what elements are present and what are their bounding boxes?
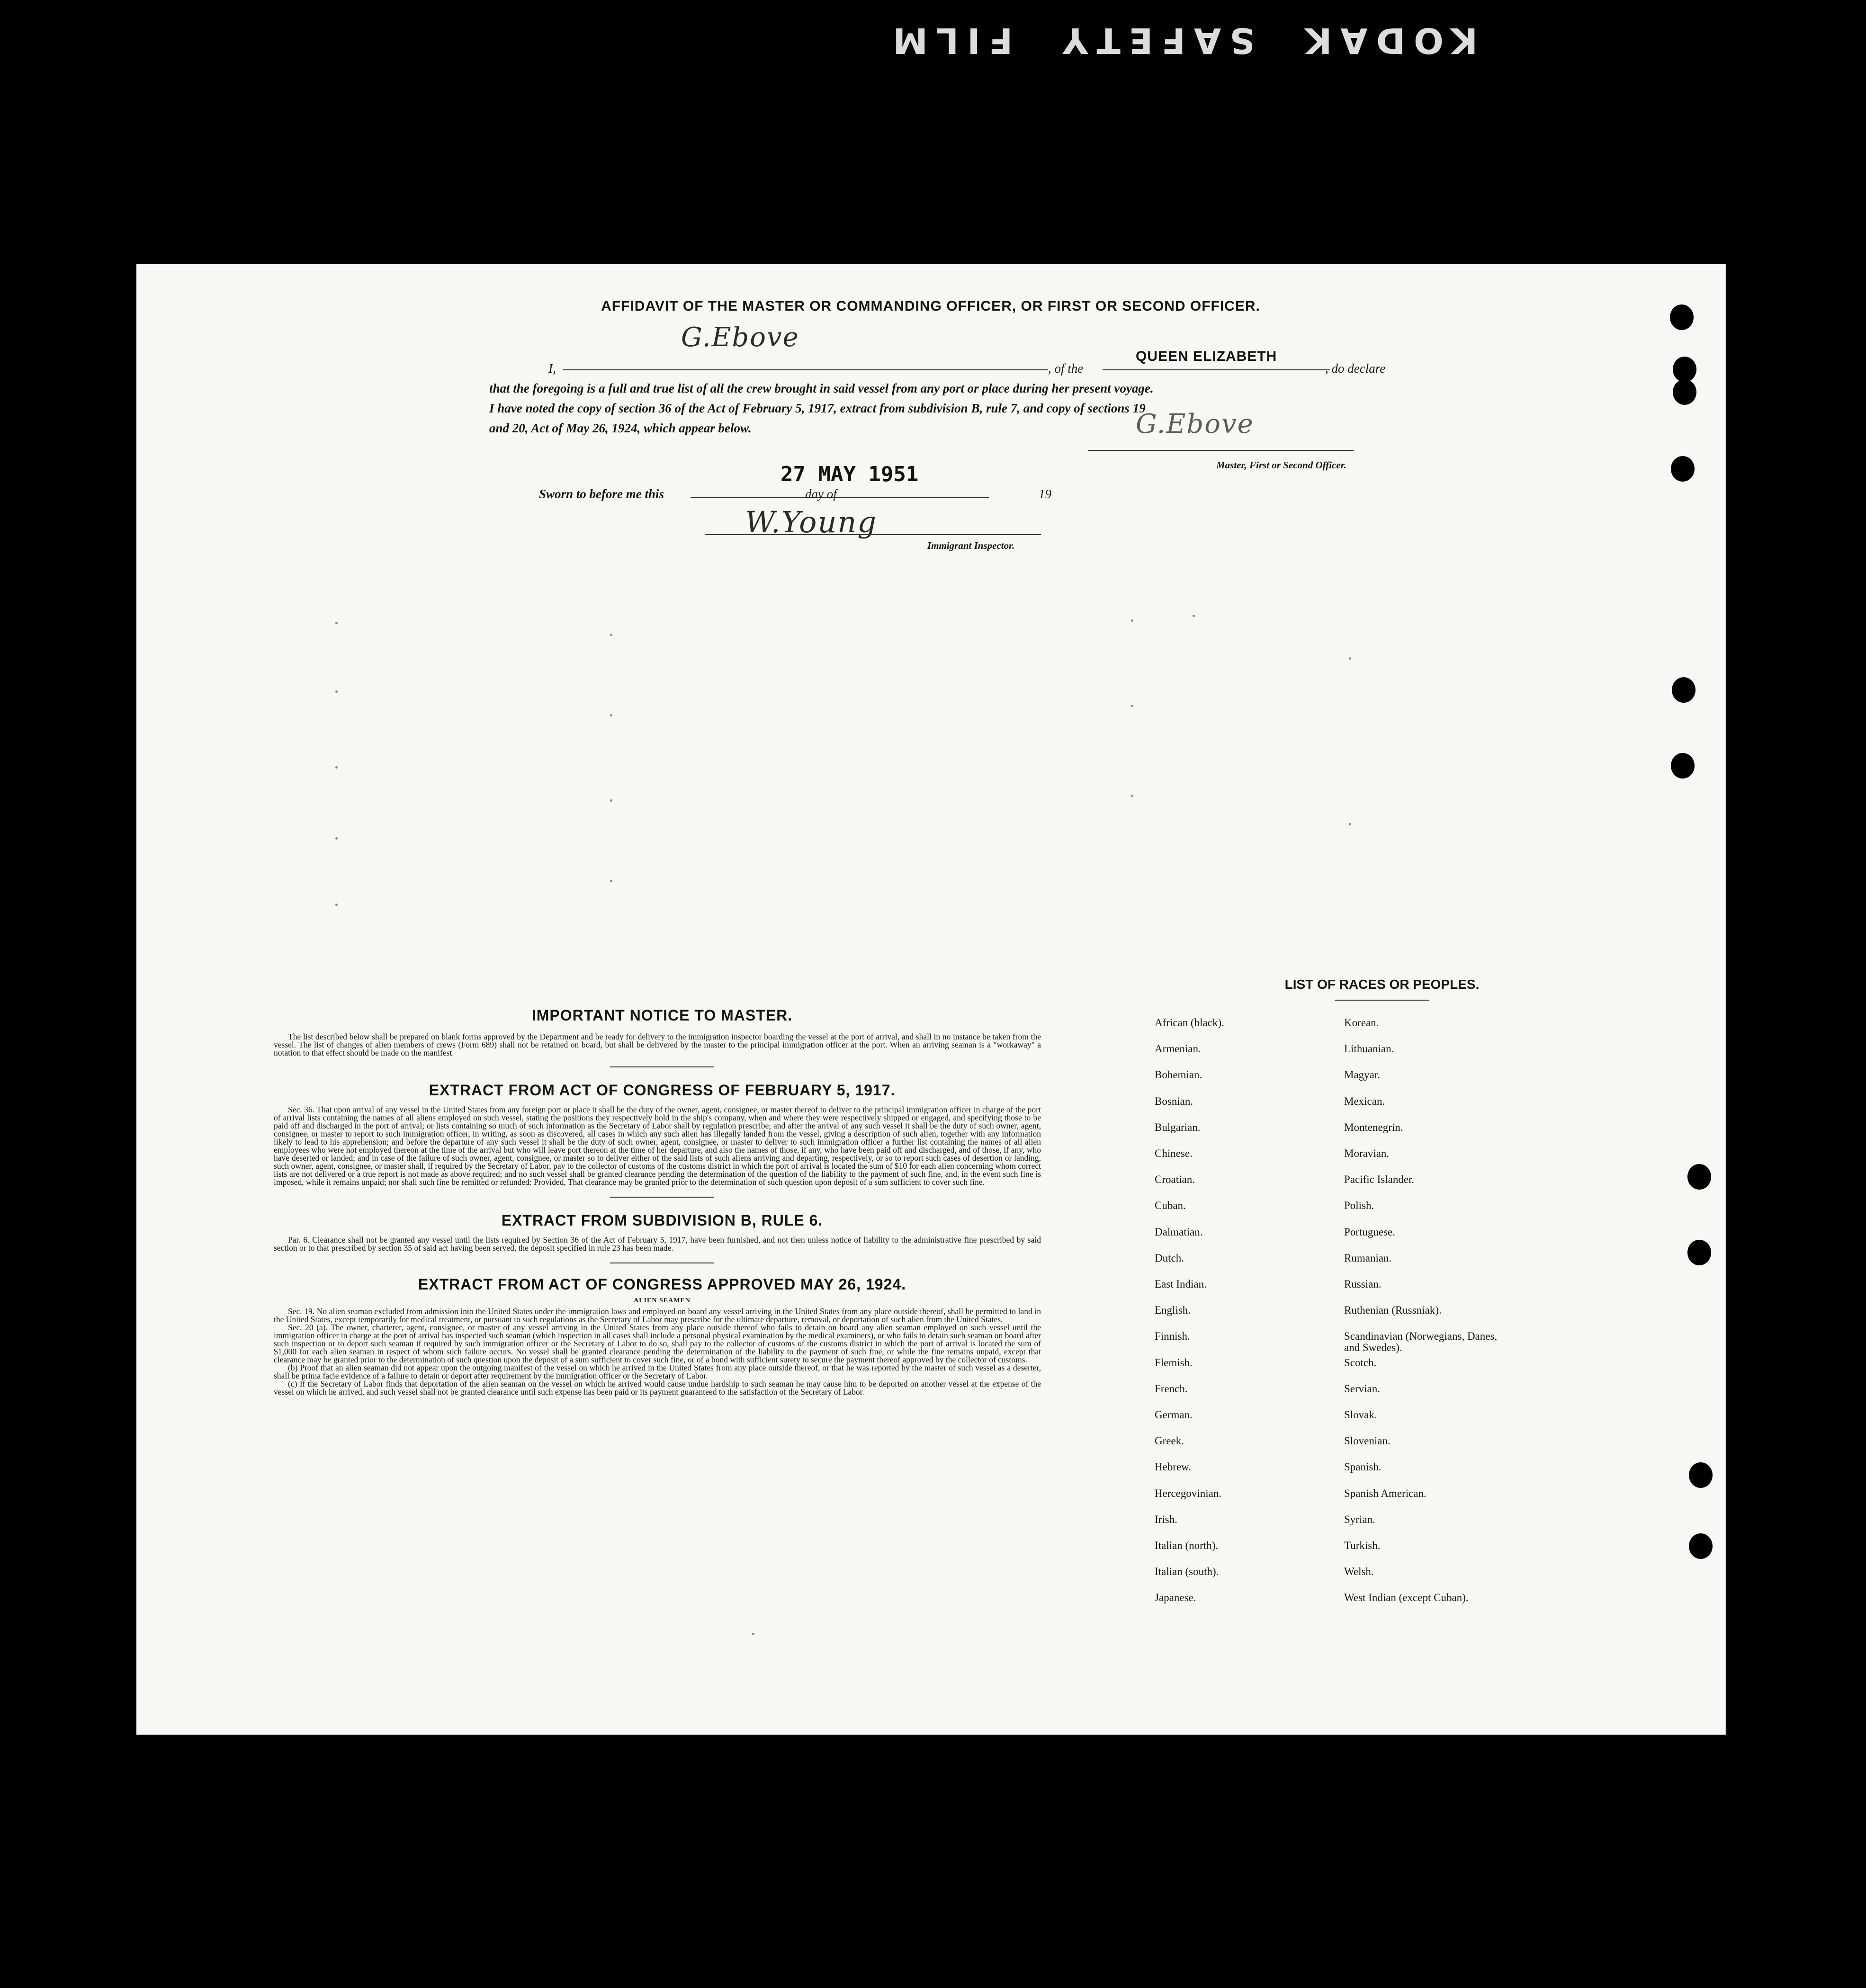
officer-signature: G.Ebove xyxy=(681,322,799,353)
punch-hole xyxy=(1673,379,1696,405)
race-item: Bohemian. xyxy=(1155,1069,1202,1081)
punch-hole xyxy=(1671,753,1695,779)
race-item: Portuguese. xyxy=(1344,1226,1395,1238)
race-item: Bulgarian. xyxy=(1155,1121,1201,1133)
declaration-line-3: and 20, Act of May 26, 1924, which appear below. xyxy=(489,421,752,435)
race-item: Russian. xyxy=(1344,1278,1382,1290)
race-item: Chinese. xyxy=(1155,1147,1193,1159)
race-item: Magyar. xyxy=(1344,1069,1381,1081)
inspector-caption: Immigrant Inspector. xyxy=(927,540,1015,551)
race-item: Hercegovinian. xyxy=(1155,1487,1222,1499)
race-item: Irish. xyxy=(1155,1513,1177,1525)
race-item: African (black). xyxy=(1155,1017,1224,1029)
notice-title: IMPORTANT NOTICE TO MASTER. xyxy=(531,1007,793,1024)
race-item: Greek. xyxy=(1155,1435,1184,1447)
race-item: Servian. xyxy=(1344,1382,1381,1395)
vessel-name: QUEEN ELIZABETH xyxy=(1136,349,1277,364)
declaration-line-1: that the foregoing is a full and true list of all the crew brought in said vessel from any port or place during her present voyage. xyxy=(489,381,1154,395)
officer-line xyxy=(1088,450,1354,451)
race-item: Flemish. xyxy=(1155,1356,1193,1369)
race-item: Rumanian. xyxy=(1344,1252,1392,1264)
affidavit-title: AFFIDAVIT OF THE MASTER OR COMMANDING OFFICER, OR FIRST OR SECOND OFFICER. xyxy=(601,298,1260,314)
race-item: Japanese. xyxy=(1155,1592,1196,1604)
race-item: Spanish American. xyxy=(1344,1487,1426,1499)
punch-hole xyxy=(1687,1164,1711,1190)
divider xyxy=(1335,1000,1429,1001)
day-of-label: day of xyxy=(805,487,837,501)
race-item: Pacific Islander. xyxy=(1344,1173,1415,1186)
sec20a-text: Sec. 20 (a). The owner, charterer, agent, consignee, or master of any vessel arriving in the United States from any place outside thereof who fails to detain on board any alien seaman employed on such vessel until the immigration officer in charge at the port of arrival has inspected such seaman (which inspection in all cases shall include a personal physical examination by the medical examiners), or who fails to detain such seaman on board after such inspection or to deport such seaman if required by such immigration officer or the Secretary of Labor to do so, shall pay to the collector of customs of the customs district in which the port of arrival is located the sum of $1,000 for each alien seaman in respect of whom such failure occurs. No vessel shall be granted clearance pending the determination of the liability to the payment of such fine, or while the fine remains unpaid, except that clearance may be granted prior to the determination of such question upon the deposit of a sum sufficient to cover such fine, or of a bond with sufficient surety to secure the payment thereof approved by the collector of customs. xyxy=(274,1323,1041,1364)
sec20b-text: (b) Proof that an alien seaman did not appear upon the outgoing manifest of the vessel on which he arrived in the United States from any place outside thereof, or that he was reported by the master of such vessel as a deserter, shall be prima facie evidence of a failure to detain or deport after requirement by the immigration officer or the Secretary of Labor. xyxy=(274,1363,1041,1380)
declaration-line-2: I have noted the copy of section 36 of the Act of February 5, 1917, extract from subdivision B, rule 7, and copy of sections 19 xyxy=(489,401,1146,415)
race-item: Scotch. xyxy=(1344,1356,1377,1369)
sec20c-text: (c) If the Secretary of Labor finds that deportation of the alien seaman on the vessel on which he arrived would cause undue hardship to such seaman he may cause him to be deported on another vessel at the expense of the vessel on which he arrived, and such vessel shall not be granted clearance until such expense has been paid or its payment guaranteed to the satisfaction of the Secretary of Labor. xyxy=(274,1379,1041,1397)
film-edge-text: KODAK SAFETY FILM xyxy=(884,20,1478,61)
name-line xyxy=(563,369,1048,370)
of-the-label: , of the xyxy=(1048,361,1084,376)
race-item: Slovak. xyxy=(1344,1409,1377,1421)
punch-hole xyxy=(1670,304,1694,330)
race-item: Lithuanian. xyxy=(1344,1043,1394,1055)
extract-rule6-title: EXTRACT FROM SUBDIVISION B, RULE 6. xyxy=(501,1212,823,1229)
race-item: French. xyxy=(1155,1382,1188,1395)
i-label: I, xyxy=(548,361,556,376)
divider xyxy=(610,1197,714,1198)
notice-section xyxy=(264,1007,1060,1396)
race-item: Croatian. xyxy=(1155,1173,1195,1186)
extract-1917-text: Sec. 36. That upon arrival of any vessel in the United States from any foreign port or place it shall be the duty of the owner, agent, consignee, or master thereof to deliver to the principal immigration officer in charge of the port of arrival lists containing the names of all aliens employed on such vessel, stating the positions they respectively hold in the ship's company, when and where they were respectively shipped or engaged, and specifying those to be paid off and discharged in the port of arrival; or lists containing so much of such information as the Secretary of Labor shall by regulation prescribe; and after the arrival of any such vessel it shall be the duty of such owner, agent, consignee, or master to report to such immigration officer, in writing, as soon as discovered, all cases in which any such alien has illegally landed from the vessel, giving a description of such alien, together with any information likely to lead to his apprehension; and before the departure of any such vessel it shall be the duty of such owner, agent, consignee, or master to deliver to such immigration officer a further list containing the names of all alien employees who were not employed thereon at the time of the arrival but who will leave port thereon at the time of her departure, and also the names of those, if any, who have been paid off and discharged, and of those, if any, who have deserted or landed; and in case of the failure of such owner, agent, consignee, or master so to deliver either of the said lists of such aliens arriving and departing, respectively, or so to report such cases of desertion or landing, such owner, agent, consignee, or master shall, if required by the Secretary of Labor, pay to the collector of customs of the customs district in which the port of arrival is located the sum of $10 for each alien concerning whom correct lists are not delivered or a true report is not made as above required; and no such vessel shall be granted clearance pending the determination of the question of the liability to the payment of such fine, and, in the event such fine is imposed, while it remains unpaid; nor shall such fine be remitted or refunded: Provided, That clearance may be granted prior to the determination of such question upon deposit of a sum sufficient to cover such fine. xyxy=(274,1105,1041,1187)
document-sheet xyxy=(136,264,1726,1735)
sworn-label: Sworn to before me this xyxy=(539,487,664,501)
races-title: LIST OF RACES OR PEOPLES. xyxy=(1284,977,1480,992)
race-item: Korean. xyxy=(1344,1017,1379,1029)
notice-text: The list described below shall be prepared on blank forms approved by the Department and be ready for delivery to the immigration inspector boarding the vessel at the port of arrival, and shall in no instance be taken from the vessel. The list of changes of alien members of crews (Form 689) shall not be retained on board, but shall be delivered by the master to the principal immigration officer at the port. When an arriving seaman is a "workaway" a notation to that effect should be made on the manifest. xyxy=(274,1032,1041,1057)
race-item: Spanish. xyxy=(1344,1461,1382,1473)
do-declare-label: , do declare xyxy=(1325,361,1386,376)
punch-hole xyxy=(1687,1240,1711,1265)
race-item: Moravian. xyxy=(1344,1147,1390,1159)
year-label: 19 xyxy=(1039,487,1051,501)
race-item: Dutch. xyxy=(1155,1252,1184,1264)
inspector-signature: W.Young xyxy=(745,505,878,539)
inspector-line xyxy=(705,534,1041,535)
race-item: Cuban. xyxy=(1155,1200,1186,1212)
date-stamp: 27 MAY 1951 xyxy=(780,462,919,486)
race-item: Polish. xyxy=(1344,1200,1374,1212)
race-item: Syrian. xyxy=(1344,1513,1375,1525)
race-item: Armenian. xyxy=(1155,1043,1201,1055)
punch-hole xyxy=(1673,357,1696,382)
punch-hole xyxy=(1672,677,1696,703)
race-item: Finnish. xyxy=(1155,1330,1190,1343)
alien-seamen-subtitle: ALIEN SEAMEN xyxy=(634,1297,691,1304)
race-item: Turkish. xyxy=(1344,1540,1381,1551)
extract-1917-title: EXTRACT FROM ACT OF CONGRESS OF FEBRUARY 5, 1917. xyxy=(429,1082,896,1099)
divider xyxy=(610,1066,714,1067)
race-item: English. xyxy=(1155,1304,1191,1316)
race-item: Mexican. xyxy=(1344,1095,1385,1107)
race-item: Montenegrin. xyxy=(1344,1121,1403,1133)
extract-rule6-text: Par. 6. Clearance shall not be granted any vessel until the lists required by Section 36 of the Act of February 5, 1917, have been furnished, and not then unless notice of liability to the administrative fine prescribed by said section or to that prescribed by section 35 of said act having been served, the deposit specified in rule 23 has been made. xyxy=(274,1235,1041,1253)
race-item: Welsh. xyxy=(1344,1566,1374,1578)
race-item: Italian (north). xyxy=(1155,1540,1219,1551)
month-line xyxy=(847,497,989,498)
race-item: Ruthenian (Russniak). xyxy=(1344,1304,1442,1316)
race-item: Dalmatian. xyxy=(1155,1226,1203,1238)
officer-signature-2: G.Ebove xyxy=(1136,409,1254,439)
punch-hole xyxy=(1671,456,1695,482)
race-item: Hebrew. xyxy=(1155,1461,1192,1473)
race-item: Scandinavian (Norwegians, Danes, and Swedes). xyxy=(1344,1330,1498,1354)
race-item: Italian (south). xyxy=(1155,1566,1219,1578)
punch-hole xyxy=(1689,1533,1713,1559)
race-item: Bosnian. xyxy=(1155,1095,1193,1107)
vessel-line xyxy=(1103,369,1330,370)
race-item: Slovenian. xyxy=(1344,1435,1391,1447)
race-item: West Indian (except Cuban). xyxy=(1344,1592,1469,1604)
extract-1924-title: EXTRACT FROM ACT OF CONGRESS APPROVED MAY 26, 1924. xyxy=(418,1276,906,1293)
sec19-text: Sec. 19. No alien seaman excluded from admission into the United States under the immigration laws and employed on board any vessel arriving in the United States from any place outside thereof, shall be permitted to land in the United States, except temporarily for medical treatment, or pursuant to such regulations as the Secretary of Labor may prescribe for the ultimate departure, removal, or deportation of such alien from the United States. xyxy=(274,1307,1041,1324)
race-item: East Indian. xyxy=(1155,1278,1207,1290)
officer-caption: Master, First or Second Officer. xyxy=(1216,459,1346,471)
punch-hole xyxy=(1689,1462,1713,1488)
race-item: German. xyxy=(1155,1409,1193,1421)
